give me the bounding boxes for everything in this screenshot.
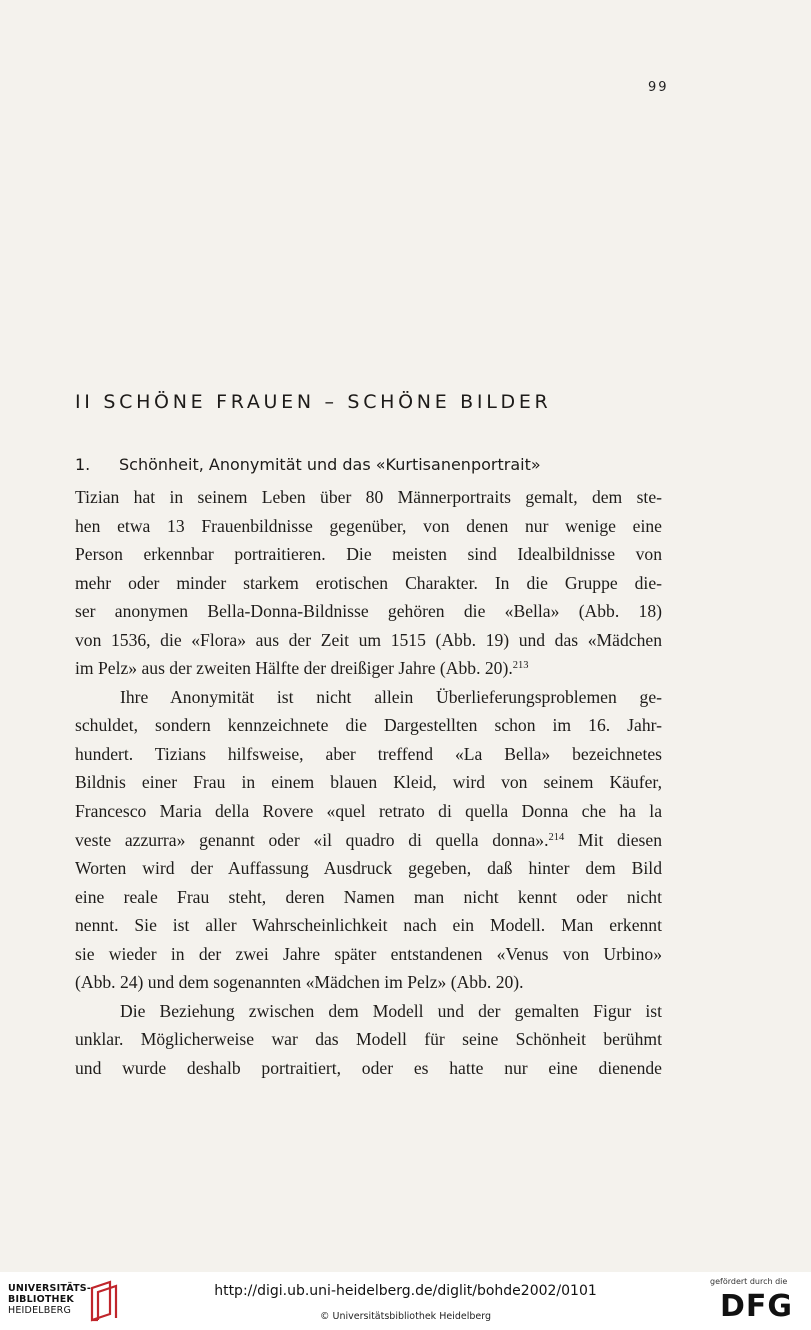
text-line: sie wieder in der zwei Jahre später entstandenen «Venus von Urbino» [75, 943, 662, 964]
text-line: ser anonymen Bella-Donna-Bildnisse gehören die «Bella» (Abb. 18) [75, 601, 662, 622]
text-line: nennt. Sie ist aller Wahrscheinlichkeit nach ein Modell. Man erkennt [75, 915, 662, 936]
chapter-heading: II SCHÖNE FRAUEN – SCHÖNE BILDER [75, 391, 552, 413]
text-line-content: veste azzurra» genannt oder «il quadro di quella donna». [75, 829, 549, 850]
text-line: Ihre Anonymität ist nicht allein Überlieferungsproblemen ge- [120, 686, 662, 707]
section-heading [75, 455, 541, 474]
text-line: Bildnis einer Frau in einem blauen Kleid, wird von seinem Käufer, [75, 772, 662, 793]
permalink-url[interactable]: http://digi.ub.uni-heidelberg.de/diglit/bohde2002/0101 [214, 1283, 597, 1299]
text-line: mehr oder minder starkem erotischen Charakter. In die Gruppe die- [75, 572, 662, 593]
text-line: und wurde deshalb portraitiert, oder es hatte nur eine dienende [75, 1057, 662, 1078]
section-title: Schönheit, Anonymität und das «Kurtisanenportrait» [119, 455, 541, 474]
text-line [75, 654, 662, 683]
text-line: hen etwa 13 Frauenbildnisse gegenüber, von denen nur wenige eine [75, 515, 662, 536]
dfg-logo[interactable] [710, 1277, 805, 1325]
copyright-notice: © Universitätsbibliothek Heidelberg [319, 1311, 491, 1322]
text-line: (Abb. 24) und dem sogenannten «Mädchen im Pelz» (Abb. 20). [75, 972, 524, 993]
text-line: Worten wird der Auffassung Ausdruck gegeben, daß hinter dem Bild [75, 858, 662, 879]
page-number: 99 [648, 80, 669, 95]
library-name-line1: UNIVERSITÄTS- [8, 1283, 91, 1294]
sponsor-caption: gefördert durch die [710, 1277, 788, 1286]
text-line: hundert. Tizians hilfsweise, aber treffend «La Bella» bezeichnetes [75, 743, 662, 764]
text-line-content: im Pelz» aus der zweiten Hälfte der dreißiger Jahre (Abb. 20). [75, 658, 513, 679]
text-line: Tizian hat in seinem Leben über 80 Männerportraits gemalt, dem ste- [75, 487, 662, 507]
footnote-ref: 214 [548, 831, 565, 843]
library-name-line3: HEIDELBERG [8, 1305, 72, 1316]
text-line: von 1536, die «Flora» aus der Zeit um 1515 (Abb. 19) und das «Mädchen [75, 629, 662, 650]
text-line: Francesco Maria della Rovere «quel retrato di quella Donna che ha la [75, 801, 662, 822]
text-line: eine reale Frau steht, deren Namen man nicht kennt oder nicht [75, 886, 662, 907]
dfg-logo-text: DFG [720, 1289, 794, 1324]
text-line [75, 826, 662, 855]
text-line: Person erkennbar portraitieren. Die meisten sind Idealbildnisse von [75, 544, 662, 565]
text-line: unklar. Möglicherweise war das Modell für seine Schönheit berühmt [75, 1029, 662, 1050]
body-text [75, 483, 662, 1082]
section-number: 1. [75, 455, 91, 474]
text-line-continuation: Mit diesen [564, 829, 662, 850]
footnote-ref: 213 [512, 660, 529, 672]
library-name-line2: BIBLIOTHEK [8, 1294, 74, 1305]
text-line: schuldet, sondern kennzeichnete die Dargestellten schon im 16. Jahr- [75, 715, 662, 736]
text-line: Die Beziehung zwischen dem Modell und der gemalten Figur ist [120, 1000, 662, 1021]
bleed-through-text-block [75, 122, 665, 387]
